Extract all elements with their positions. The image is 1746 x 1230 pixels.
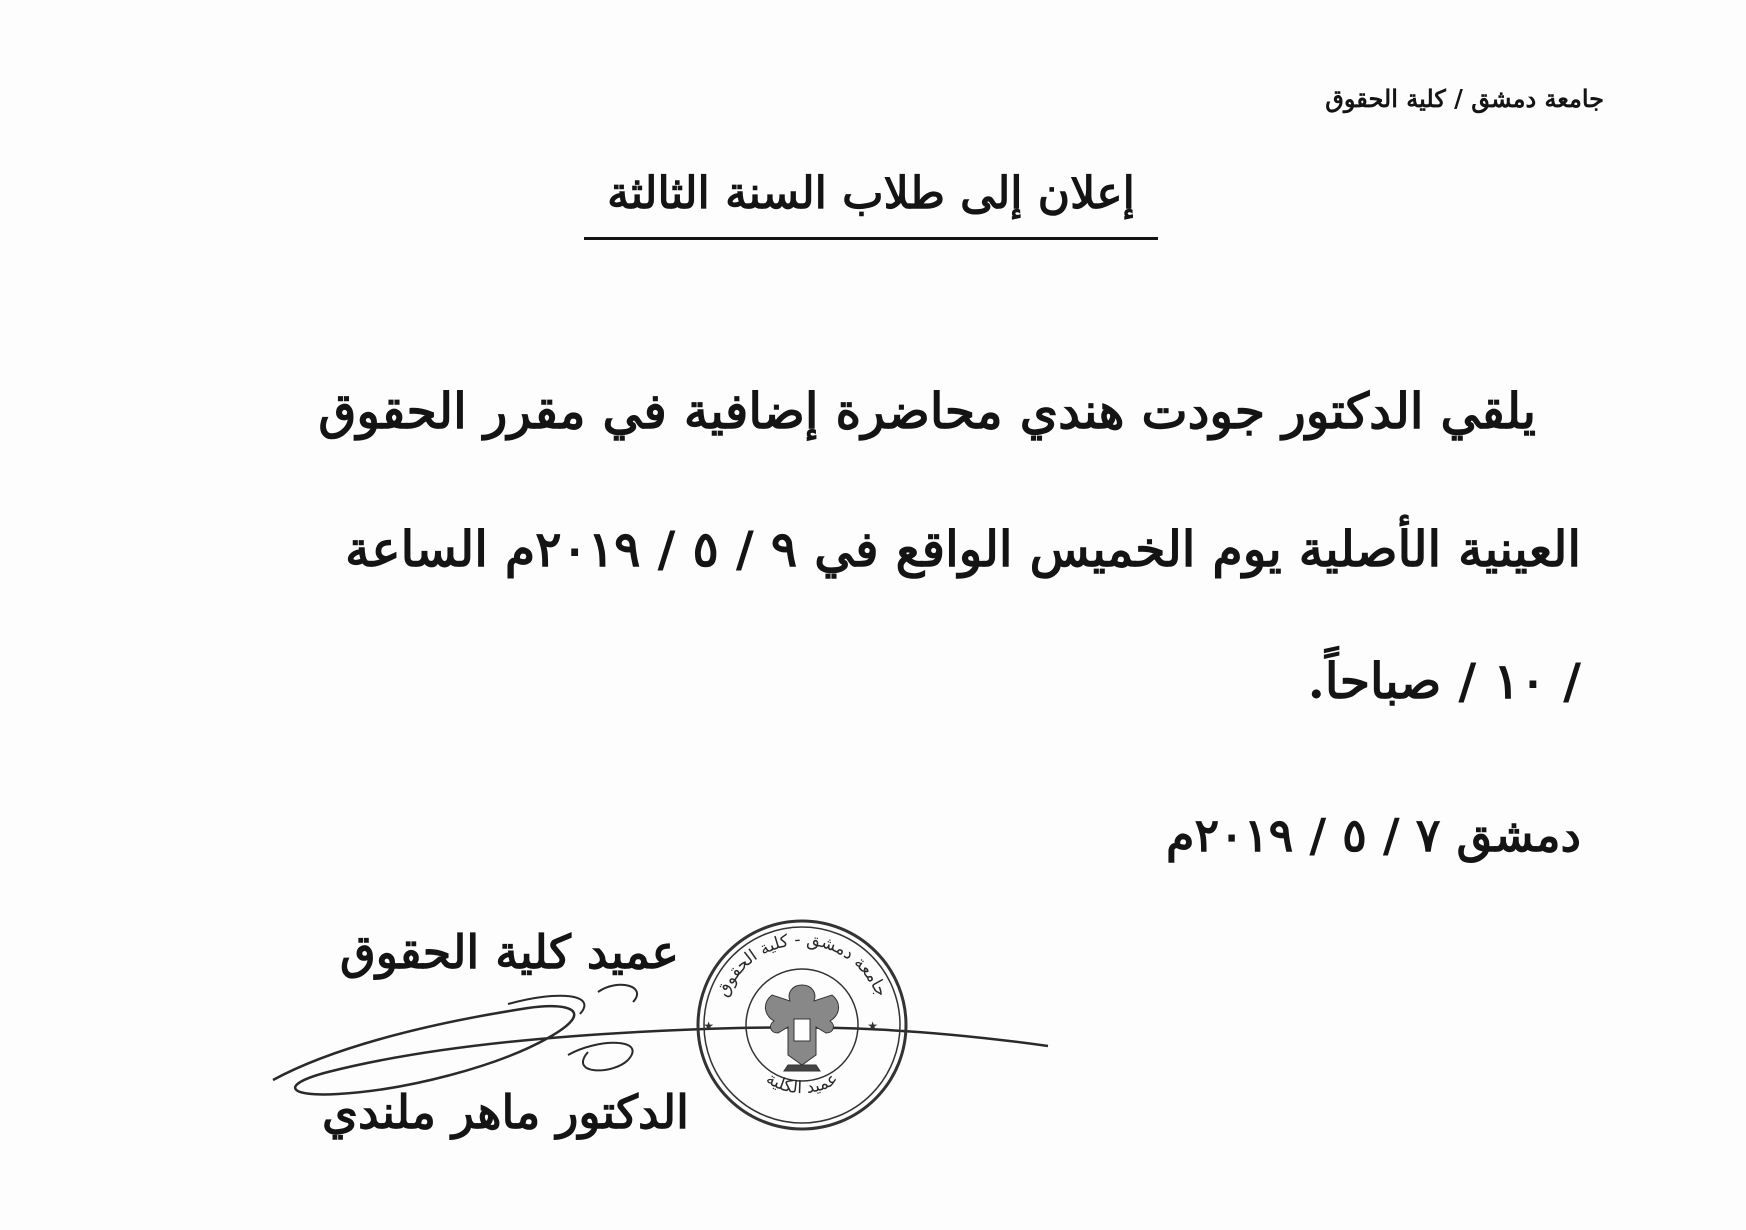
- body-line-3: / ١٠ / صباحاً.: [1307, 652, 1581, 710]
- document-header: جامعة دمشق / كلية الحقوق: [1325, 84, 1604, 113]
- svg-text:★: ★: [867, 1019, 878, 1033]
- seal-bottom-text: عميد الكلية: [762, 1068, 842, 1099]
- signatory-title: عميد كلية الحقوق: [340, 925, 679, 979]
- document-date: دمشق ٧ / ٥ / ٢٠١٩م: [1166, 808, 1581, 862]
- seal-outer-text: جامعة دمشق - كلية الحقوق: [712, 929, 892, 1000]
- signatory-name: الدكتور ماهر ملندي: [322, 1085, 689, 1139]
- eagle-emblem-icon: [765, 985, 838, 1071]
- body-line-2: العينية الأصلية يوم الخميس الواقع في ٩ / ٥ / ٢٠١٩م الساعة: [345, 520, 1581, 578]
- svg-text:عميد الكلية: [762, 1069, 841, 1099]
- official-seal: [692, 915, 912, 1135]
- svg-text:★: ★: [703, 1019, 714, 1033]
- document-title: إعلان إلى طلاب السنة الثالثة: [584, 168, 1158, 240]
- body-line-1: يلقي الدكتور جودت هندي محاضرة إضافية في مقرر الحقوق: [318, 382, 1536, 440]
